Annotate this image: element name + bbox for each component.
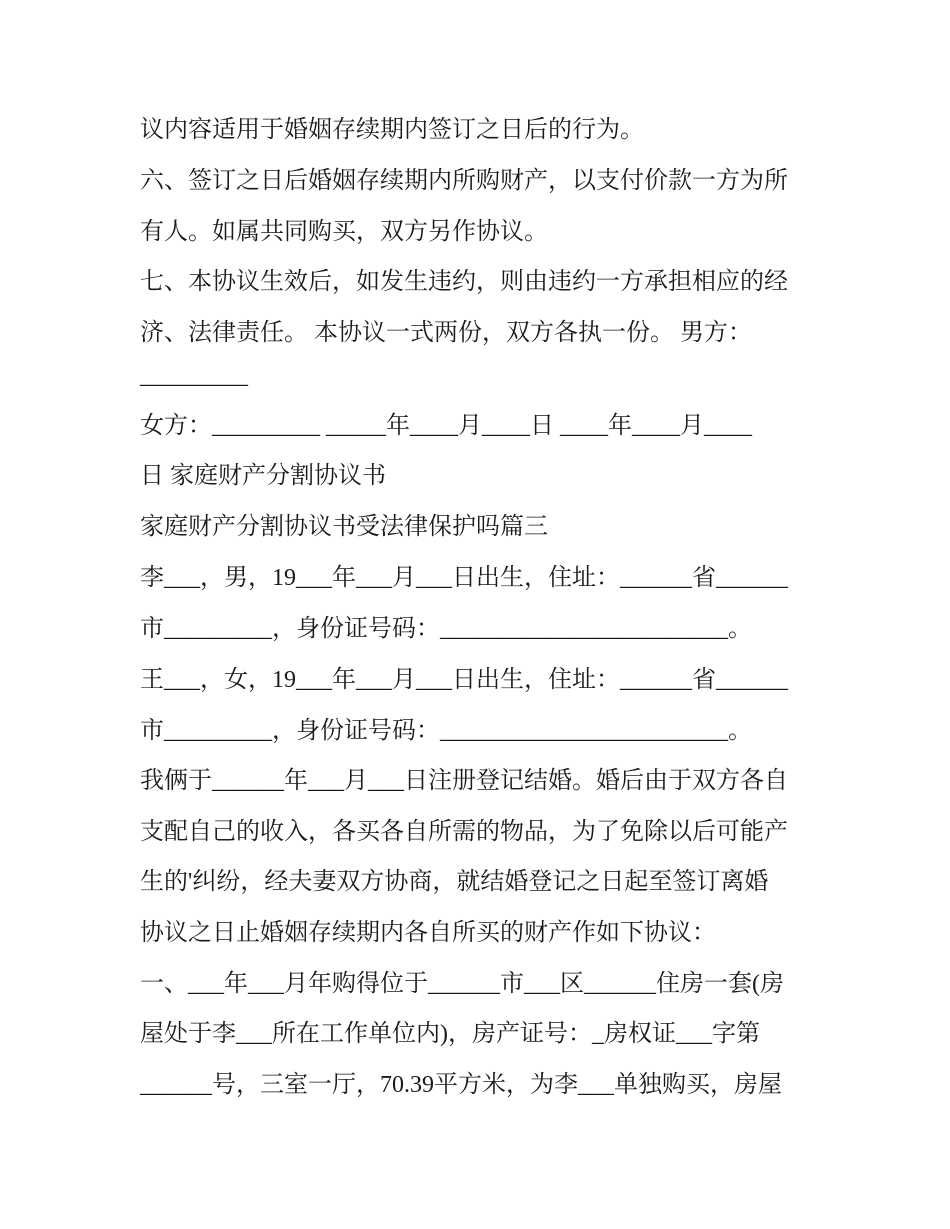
text-line: 有人。如属共同购买，双方另作协议。 [140, 219, 548, 245]
text-line: 市_________，身份证号码：________________________。 [140, 616, 752, 642]
signature-blank: _________ [140, 363, 248, 389]
text-line: 李___，男，19___年___月___日出生，住址：______省______ [140, 565, 788, 591]
text-line: 六、签订之日后婚姻存续期内所购财产，以支付价款一方为所 [140, 168, 788, 194]
text-line: 一、___年___月年购得位于______市___区______住房一套(房 [140, 971, 784, 997]
text-line: 王___，女，19___年___月___日出生，住址：______省______ [140, 667, 788, 693]
text-line: 女方：_________ _____年____月____日 ____年____月____ [140, 413, 752, 439]
section-title: 家庭财产分割协议书受法律保护吗篇三 [140, 514, 548, 540]
text-line: 支配自己的收入，各买各自所需的物品，为了免除以后可能产 [140, 819, 788, 845]
text-line: 屋处于李___所在工作单位内)，房产证号：_房权证___字第 [140, 1021, 760, 1047]
text-line: ______号，三室一厅，70.39平方米，为李___单独购买，房屋 [140, 1072, 782, 1098]
text-line: 协议之日止婚姻存续期内各自所买的财产作如下协议： [140, 920, 716, 946]
text-line: 市_________，身份证号码：________________________。 [140, 718, 752, 744]
text-line: 议内容适用于婚姻存续期内签订之日后的行为。 [140, 117, 644, 143]
text-line: 生的'纠纷，经夫妻双方协商，就结婚登记之日起至签订离婚 [140, 869, 769, 895]
text-line: 七、本协议生效后，如发生违约，则由违约一方承担相应的经 [140, 269, 788, 295]
text-line: 日 家庭财产分割协议书 [140, 463, 386, 489]
text-line: 济、法律责任。 本协议一式两份，双方各执一份。 男方： [140, 320, 752, 346]
text-line: 我俩于______年___月___日注册登记结婚。婚后由于双方各自 [140, 768, 788, 794]
